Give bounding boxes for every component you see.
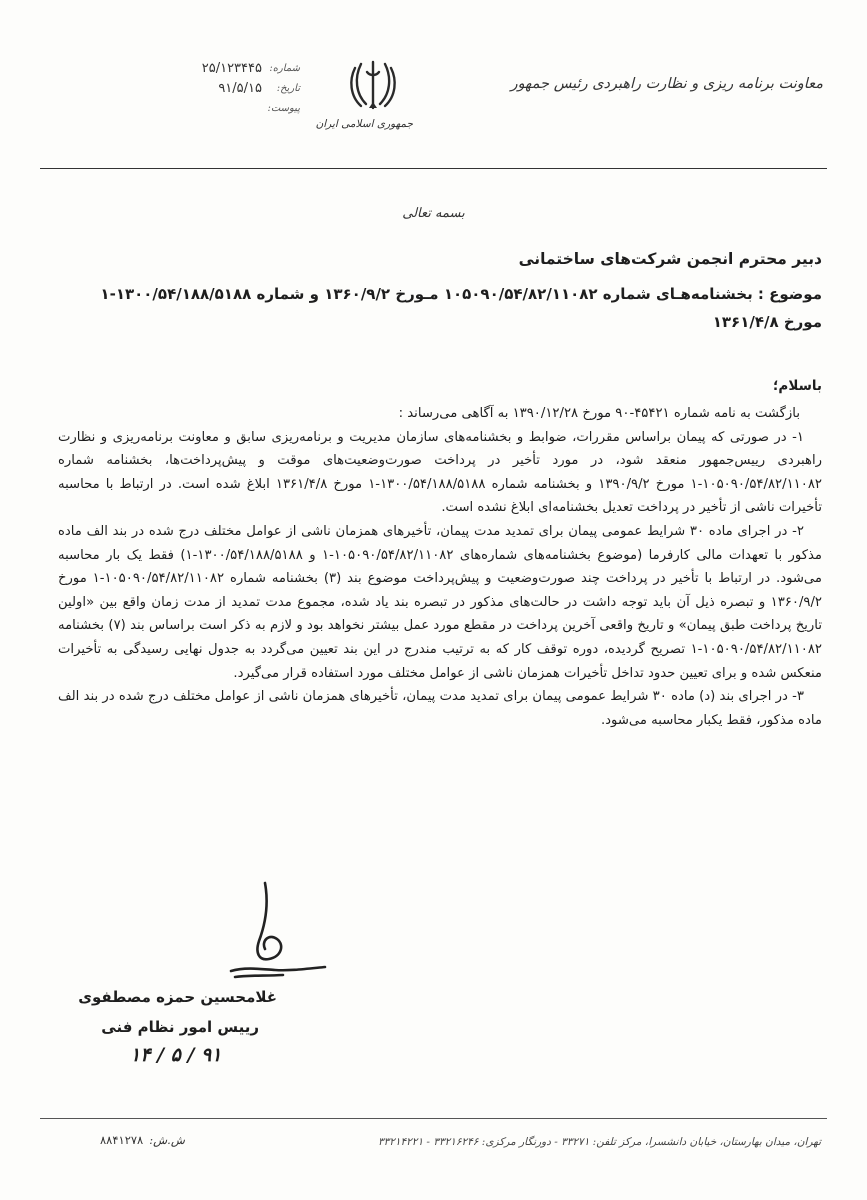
attachment-row [150, 98, 300, 118]
footer-divider [40, 1118, 827, 1119]
organization-header: معاونت برنامه ریزی و نظارت راهبردی رئیس جمهور [510, 76, 823, 92]
letter-number: ۲۵/۱۲۳۴۴۵ [201, 60, 262, 76]
footer-fax [100, 1133, 185, 1147]
letter-date-row [150, 78, 300, 98]
signatory-name: غلامحسین حمزه مصطفوی [78, 988, 277, 1006]
letter-date: ۹۱/۵/۱۵ [218, 80, 262, 96]
fax-number: ۸۸۴۱۲۷۸ [100, 1133, 144, 1147]
addressee: دبیر محترم انجمن شرکت‌های ساختمانی [518, 250, 822, 268]
number-label: شماره: [269, 62, 300, 74]
greeting: باسلام؛ [773, 378, 822, 394]
signatory-title: رییس امور نظام فنی [101, 1018, 259, 1036]
letter-meta [150, 58, 300, 118]
iran-emblem-icon [347, 58, 399, 114]
date-label: تاریخ: [276, 82, 300, 94]
emblem-caption: جمهوری اسلامی ایران [315, 118, 413, 130]
header-divider [40, 168, 827, 169]
fax-label: ش.ش: [149, 1133, 185, 1147]
letter-body [58, 402, 822, 732]
body-intro: بازگشت به نامه شماره ۴۵۴۲۱-۹۰ مورخ ۱۳۹۰/۱۲/۲۸ به آگاهی می‌رساند : [398, 406, 800, 421]
body-paragraph-2: ۲- در اجرای ماده ۳۰ شرایط عمومی پیمان برای تمدید مدت پیمان، تأخیرهای همزمان ناشی از عوامل مختلف درج شده در بند الف ماده مذکور با تعهدات مالی کارفرما (موضوع بخشنامه‌های شماره‌های ۱۰۵۰۹۰/۵۴/۸۲/۱۱۰۸۲-۱ و ۱۳۰۰/۵۴/۱۸۸/۵۱۸۸-۱) فقط یک بار محاسبه می‌شود. در ارتباط با تأخیر در پرداخت چند صورت‌وضعیت و پیش‌پرداخت موضوع بند (۳) بخشنامه شماره ۱۰۵۰۹۰/۵۴/۸۲/۱۱۰۸۲-۱ مورخ ۱۳۶۰/۹/۲ و تبصره ذیل آن باید توجه داشت در حالت‌های مذکور در تبصره بند یاد شده، مجموع مدت تمدید از مدت زمان واقع بین «اولین تاریخ پرداخت طبق پیمان» و تاریخ واقعی آخرین پرداخت در مقطع مورد عمل بیشتر نخواهد بود و لازم به ذکر است براساس بند (۷) بخشنامه ۱۰۵۰۹۰/۵۴/۸۲/۱۱۰۸۲-۱ تصریح گردیده، دوره توقف کار که به ترتیب مندرج در این بند تعیین می‌گردد به جدول نهایی رسیدگی به تأخیرات منعکس شده و برای تعیین حدود تداخل تأخیرات همزمان ناشی از عوامل مختلف مورد استفاده قرار می‌گیرد. [58, 523, 822, 681]
handwritten-signature-icon [225, 875, 335, 985]
footer-address: تهران، میدان بهارستان، خیابان دانشسرا، مرکز تلفن: ۳۳۲۷۱ - دورنگار مرکزی: ۳۳۲۱۶۲۴۶ - ۳۳۲۱۴۲۲۱ [377, 1136, 821, 1148]
subject-line: موضوع : بخشنامه‌هـای شماره ۱۰۵۰۹۰/۵۴/۸۲/۱۱۰۸۲ مـورخ ۱۳۶۰/۹/۲ و شماره ۱۳۰۰/۵۴/۱۸۸/۵۱۸۸-۱ مورخ ۱۳۶۱/۴/۸ [100, 285, 822, 331]
body-paragraph-1: ۱- در صورتی که پیمان براساس مقررات، ضوابط و بخشنامه‌های سازمان مدیریت و برنامه‌ریزی سابق و معاونت برنامه‌ریزی و نظارت راهبردی رییس‌جمهور منعقد شود، در مورد تأخیر در پرداخت صورت‌وضعیت‌های موقت و پیش‌پرداخت‌ها، بخشنامه شماره ۱۰۵۰۹۰/۵۴/۸۲/۱۱۰۸۲-۱ مورخ ۱۳۹۰/۹/۲ و بخشنامه شماره ۱۳۰۰/۵۴/۱۸۸/۵۱۸۸-۱ مورخ ۱۳۶۱/۴/۸ ابلاغ شده است. در ارتباط با محاسبه تأخیرات ناشی از تأخیر در پرداخت تعدیل بخشنامه‌ای ابلاغ نشده است. [58, 429, 822, 516]
signature-date: ۹۱ / ۵ / ۱۴ [130, 1044, 222, 1066]
attachment-label: پیوست: [267, 102, 300, 114]
bismillah: بسمه تعالی [402, 206, 465, 221]
letter-number-row [150, 58, 300, 78]
body-paragraph-3: ۳- در اجرای بند (د) ماده ۳۰ شرایط عمومی پیمان برای تمدید مدت پیمان، تأخیرهای همزمان ناشی از عوامل مختلف درج شده در بند الف ماده مذکور، فقط یکبار محاسبه می‌شود. [58, 689, 822, 728]
national-emblem [315, 58, 413, 142]
